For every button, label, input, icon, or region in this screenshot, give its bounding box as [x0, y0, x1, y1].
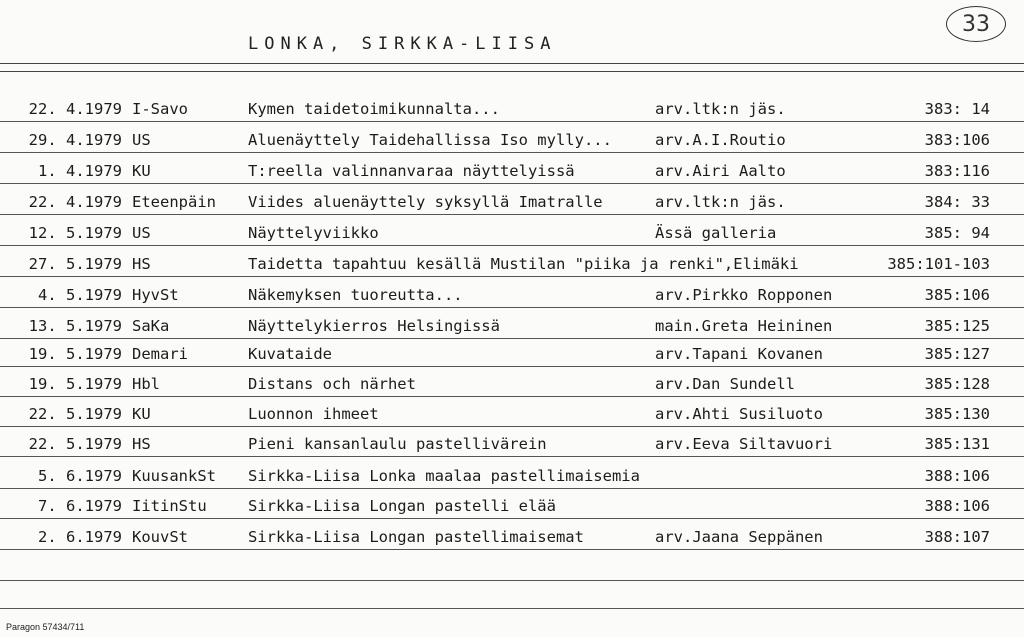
- entry-source: Eteenpäin: [132, 193, 216, 211]
- entry-reference: 384: 33: [924, 193, 990, 211]
- entry-row: [0, 490, 1024, 517]
- entry-row: [0, 93, 1024, 120]
- entry-reference: 385:125: [924, 317, 990, 335]
- entry-author: arv.Dan Sundell: [655, 375, 795, 393]
- page-number: 33: [962, 11, 990, 37]
- row-rule: [0, 152, 1024, 153]
- entry-author: arv.Airi Aalto: [655, 162, 786, 180]
- entry-source: US: [132, 224, 151, 242]
- entry-row: [0, 521, 1024, 548]
- header-rule-second: [0, 71, 1024, 72]
- entry-source: KouvSt: [132, 528, 188, 546]
- entry-source: HS: [132, 255, 151, 273]
- entry-reference: 383:116: [924, 162, 990, 180]
- row-rule: [0, 245, 1024, 246]
- entry-date: 4. 5.1979: [38, 286, 122, 304]
- entry-title: Näyttelyviikko: [248, 224, 379, 242]
- entry-title: Pieni kansanlaulu pastellivärein: [248, 435, 547, 453]
- row-rule: [0, 276, 1024, 277]
- entry-source: HyvSt: [132, 286, 179, 304]
- entry-author: arv.A.I.Routio: [655, 131, 786, 149]
- entry-date: 22. 4.1979: [28, 193, 122, 211]
- entry-row: [0, 368, 1024, 395]
- entry-reference: 383:106: [924, 131, 990, 149]
- entry-date: 12. 5.1979: [28, 224, 122, 242]
- entry-date: 19. 5.1979: [28, 375, 122, 393]
- row-rule: [0, 121, 1024, 122]
- entry-title: Näyttelykierros Helsingissä: [248, 317, 500, 335]
- entry-source: SaKa: [132, 317, 170, 335]
- header-rule: [0, 63, 1024, 64]
- empty-line-rule: [0, 580, 1024, 581]
- entry-date: 5. 6.1979: [38, 467, 122, 485]
- entry-row: [0, 279, 1024, 306]
- entry-row: [0, 217, 1024, 244]
- entry-reference: 385:101-103: [887, 255, 990, 273]
- entry-source: I-Savo: [132, 100, 188, 118]
- entry-title: Aluenäyttely Taidehallissa Iso mylly...: [248, 131, 612, 149]
- entry-title: Taidetta tapahtuu kesällä Mustilan "piika ja renki",Elimäki: [248, 255, 799, 273]
- row-rule: [0, 183, 1024, 184]
- page-number-circle: [946, 6, 1006, 42]
- row-rule: [0, 307, 1024, 308]
- entry-title: Viides aluenäyttely syksyllä Imatralle: [248, 193, 603, 211]
- entry-row: [0, 186, 1024, 213]
- entry-row: [0, 124, 1024, 151]
- entry-source: Hbl: [132, 375, 160, 393]
- entry-row: [0, 338, 1024, 365]
- entry-row: [0, 398, 1024, 425]
- entry-date: 22. 5.1979: [28, 435, 122, 453]
- entry-row: [0, 248, 1024, 275]
- entry-source: IitinStu: [132, 497, 207, 515]
- entry-title: T:reella valinnanvaraa näyttelyissä: [248, 162, 575, 180]
- entry-author: arv.Ahti Susiluoto: [655, 405, 823, 423]
- entry-author: arv.Jaana Seppänen: [655, 528, 823, 546]
- entry-source: KU: [132, 405, 151, 423]
- entry-author: arv.ltk:n jäs.: [655, 193, 786, 211]
- row-rule: [0, 426, 1024, 427]
- entry-date: 27. 5.1979: [28, 255, 122, 273]
- entry-reference: 388:106: [924, 467, 990, 485]
- entry-reference: 383: 14: [924, 100, 990, 118]
- entry-date: 7. 6.1979: [38, 497, 122, 515]
- card-title: LONKA, SIRKKA-LIISA: [248, 34, 557, 54]
- entry-reference: 388:107: [924, 528, 990, 546]
- row-rule: [0, 396, 1024, 397]
- entry-reference: 385:128: [924, 375, 990, 393]
- entry-date: 1. 4.1979: [38, 162, 122, 180]
- entry-row: [0, 310, 1024, 337]
- entry-reference: 385:127: [924, 345, 990, 363]
- entry-row: [0, 428, 1024, 455]
- entry-source: Demari: [132, 345, 188, 363]
- entry-author: main.Greta Heininen: [655, 317, 833, 335]
- entry-reference: 385:131: [924, 435, 990, 453]
- entry-title: Distans och närhet: [248, 375, 416, 393]
- row-rule: [0, 518, 1024, 519]
- entry-title: Sirkka-Liisa Lonka maalaa pastellimaisemia: [248, 467, 640, 485]
- entry-author: arv.Tapani Kovanen: [655, 345, 823, 363]
- entry-title: Sirkka-Liisa Longan pastellimaisemat: [248, 528, 584, 546]
- entry-row: [0, 460, 1024, 487]
- entry-date: 29. 4.1979: [28, 131, 122, 149]
- entry-reference: 385: 94: [924, 224, 990, 242]
- entry-date: 22. 4.1979: [28, 100, 122, 118]
- entry-source: US: [132, 131, 151, 149]
- entry-reference: 385:106: [924, 286, 990, 304]
- entry-author: Ässä galleria: [655, 224, 777, 242]
- entry-date: 13. 5.1979: [28, 317, 122, 335]
- row-rule: [0, 488, 1024, 489]
- entry-source: KU: [132, 162, 151, 180]
- entry-title: Näkemyksen tuoreutta...: [248, 286, 463, 304]
- entry-date: 19. 5.1979: [28, 345, 122, 363]
- entry-title: Kymen taidetoimikunnalta...: [248, 100, 500, 118]
- row-rule: [0, 456, 1024, 457]
- entry-source: HS: [132, 435, 151, 453]
- printer-mark: Paragon 57434/711: [6, 622, 85, 632]
- entry-source: KuusankSt: [132, 467, 216, 485]
- entry-reference: 388:106: [924, 497, 990, 515]
- entry-title: Luonnon ihmeet: [248, 405, 379, 423]
- entry-reference: 385:130: [924, 405, 990, 423]
- row-rule: [0, 366, 1024, 367]
- entry-date: 22. 5.1979: [28, 405, 122, 423]
- entry-author: arv.Pirkko Ropponen: [655, 286, 833, 304]
- entry-author: arv.ltk:n jäs.: [655, 100, 786, 118]
- entry-date: 2. 6.1979: [38, 528, 122, 546]
- entry-author: arv.Eeva Siltavuori: [655, 435, 833, 453]
- row-rule: [0, 549, 1024, 550]
- entry-title: Sirkka-Liisa Longan pastelli elää: [248, 497, 556, 515]
- entry-row: [0, 155, 1024, 182]
- entry-title: Kuvataide: [248, 345, 332, 363]
- row-rule: [0, 214, 1024, 215]
- empty-line-rule: [0, 608, 1024, 609]
